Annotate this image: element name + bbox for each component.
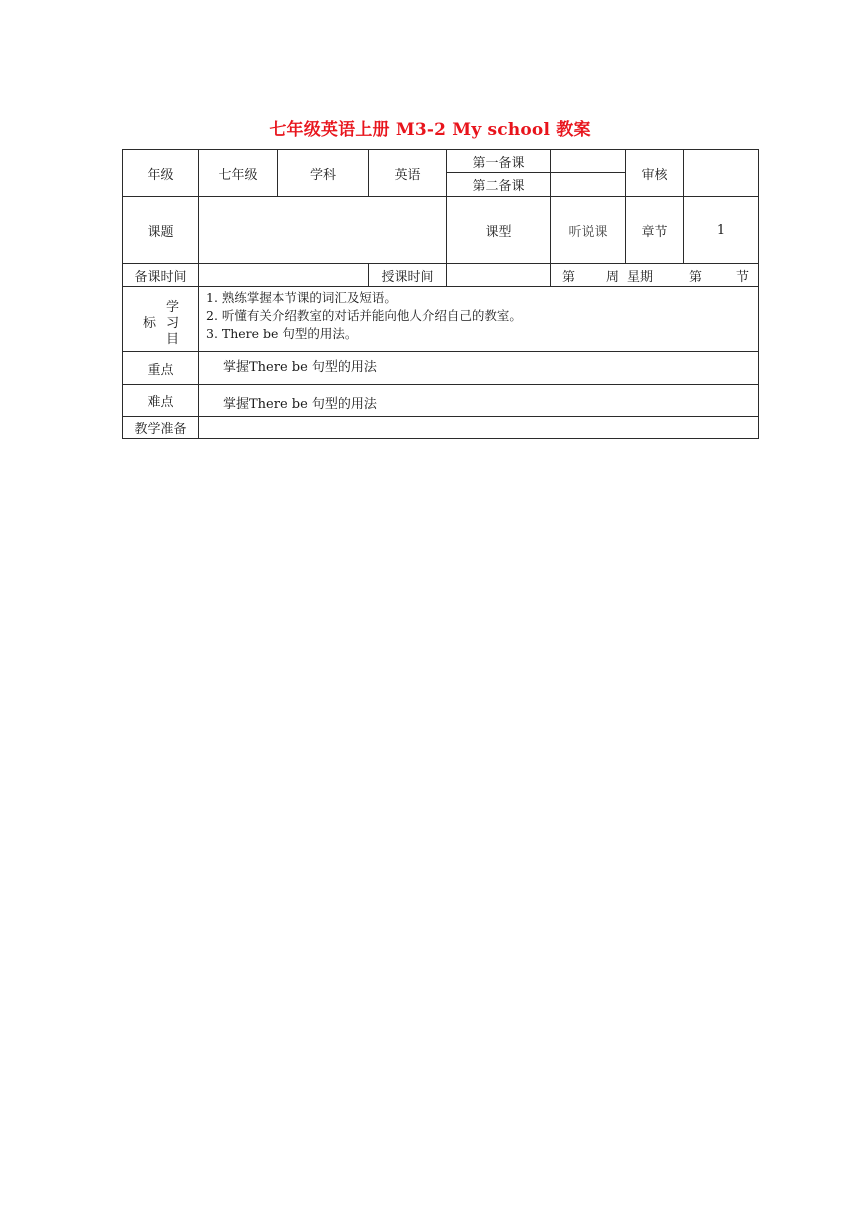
table-divider <box>122 384 759 385</box>
schedule-period: 节 <box>736 270 750 285</box>
difficulty-label: 难点 <box>147 395 174 410</box>
section-label: 章节 <box>641 224 668 240</box>
goal-item: 3. There be 句型的用法。 <box>206 326 358 341</box>
goal-item: 2. 听懂有关介绍教室的对话并能向他人介绍自己的教室。 <box>206 308 522 323</box>
schedule-di2: 第 <box>689 270 703 285</box>
difficulty-value: 掌握There be 句型的用法 <box>223 397 377 412</box>
subject-label: 学科 <box>309 167 336 183</box>
table-border-bottom <box>122 438 759 439</box>
goals-label-char: 学 <box>166 300 180 315</box>
subject-value: 英语 <box>394 167 421 183</box>
prep-time-label: 备课时间 <box>134 269 187 285</box>
table-divider <box>122 416 759 417</box>
second-prep-label: 第二备课 <box>472 179 525 194</box>
goals-label-char: 习 <box>166 316 180 331</box>
schedule-week: 周 <box>606 270 620 285</box>
first-prep-label: 第一备课 <box>472 155 525 171</box>
teaching-preparation-label: 教学准备 <box>134 422 187 437</box>
table-border-right <box>758 149 759 439</box>
key-point-label: 重点 <box>147 362 174 378</box>
grade-label: 年级 <box>147 167 174 183</box>
page-title: 七年级英语上册 M3-2 My school 教案 <box>269 120 591 140</box>
key-point-value: 掌握There be 句型的用法 <box>223 360 377 375</box>
goals-label-char: 标 <box>143 316 157 331</box>
table-divider <box>122 351 759 352</box>
goals-label-char: 目 <box>166 332 180 347</box>
lesson-type-value: 听说课 <box>568 224 608 240</box>
goals-list <box>206 289 522 343</box>
section-value: 1 <box>716 222 726 238</box>
schedule-di: 第 <box>562 270 576 285</box>
lesson-type-label: 课型 <box>485 224 512 240</box>
topic-label: 课题 <box>147 224 174 240</box>
goal-item: 1. 熟练掌握本节课的词汇及短语。 <box>206 290 397 305</box>
grade-value: 七年级 <box>218 167 258 183</box>
schedule-weekday: 星期 <box>627 270 654 285</box>
teach-time-label: 授课时间 <box>381 269 434 285</box>
table-divider <box>122 286 759 287</box>
review-label: 审核 <box>641 167 668 183</box>
